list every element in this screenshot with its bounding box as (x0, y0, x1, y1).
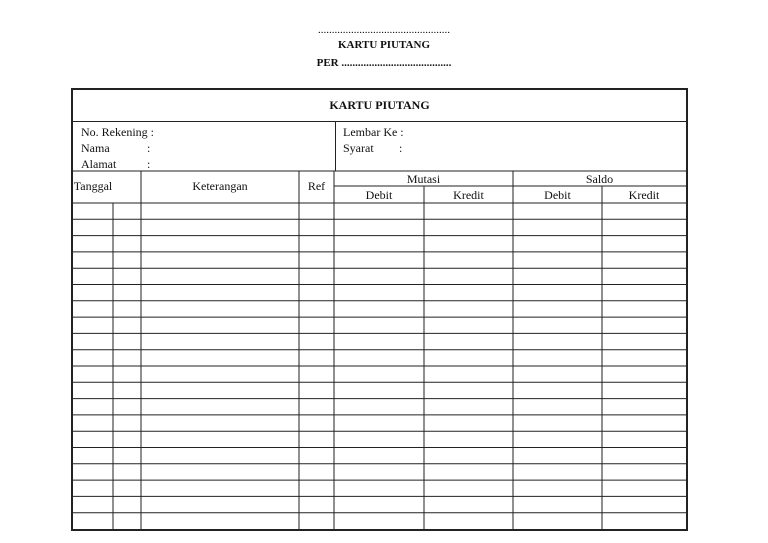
column-header-ref: Ref (307, 179, 326, 193)
header-title: KARTU PIUTANG (338, 39, 430, 51)
field-label: Alamat (81, 157, 117, 171)
header-dotted-line: ................................................ (318, 24, 450, 36)
field-label: Nama (81, 141, 110, 155)
column-header-mutasi-kredit: Kredit (453, 188, 484, 202)
field-colon: : (399, 141, 403, 155)
field-colon: : (147, 141, 151, 155)
column-header-tanggal: Tanggal (73, 179, 113, 193)
field-colon: : (147, 157, 151, 171)
receivable-card (71, 88, 688, 531)
field-label: No. Rekening : (81, 125, 154, 139)
column-header-saldo-kredit: Kredit (628, 188, 660, 202)
column-header-saldo: Saldo (585, 172, 614, 186)
field-label: Syarat (343, 141, 374, 155)
column-header-mutasi-debit: Debit (365, 188, 393, 202)
column-header-mutasi: Mutasi (406, 172, 441, 186)
card-title: KARTU PIUTANG (73, 90, 686, 122)
ledger-table-grid (73, 90, 686, 529)
column-header-saldo-debit: Debit (544, 188, 571, 202)
field-label: Lembar Ke : (343, 125, 404, 139)
column-header-keterangan: Keterangan (192, 179, 248, 193)
header-per-label: PER ........................................ (316, 57, 452, 69)
